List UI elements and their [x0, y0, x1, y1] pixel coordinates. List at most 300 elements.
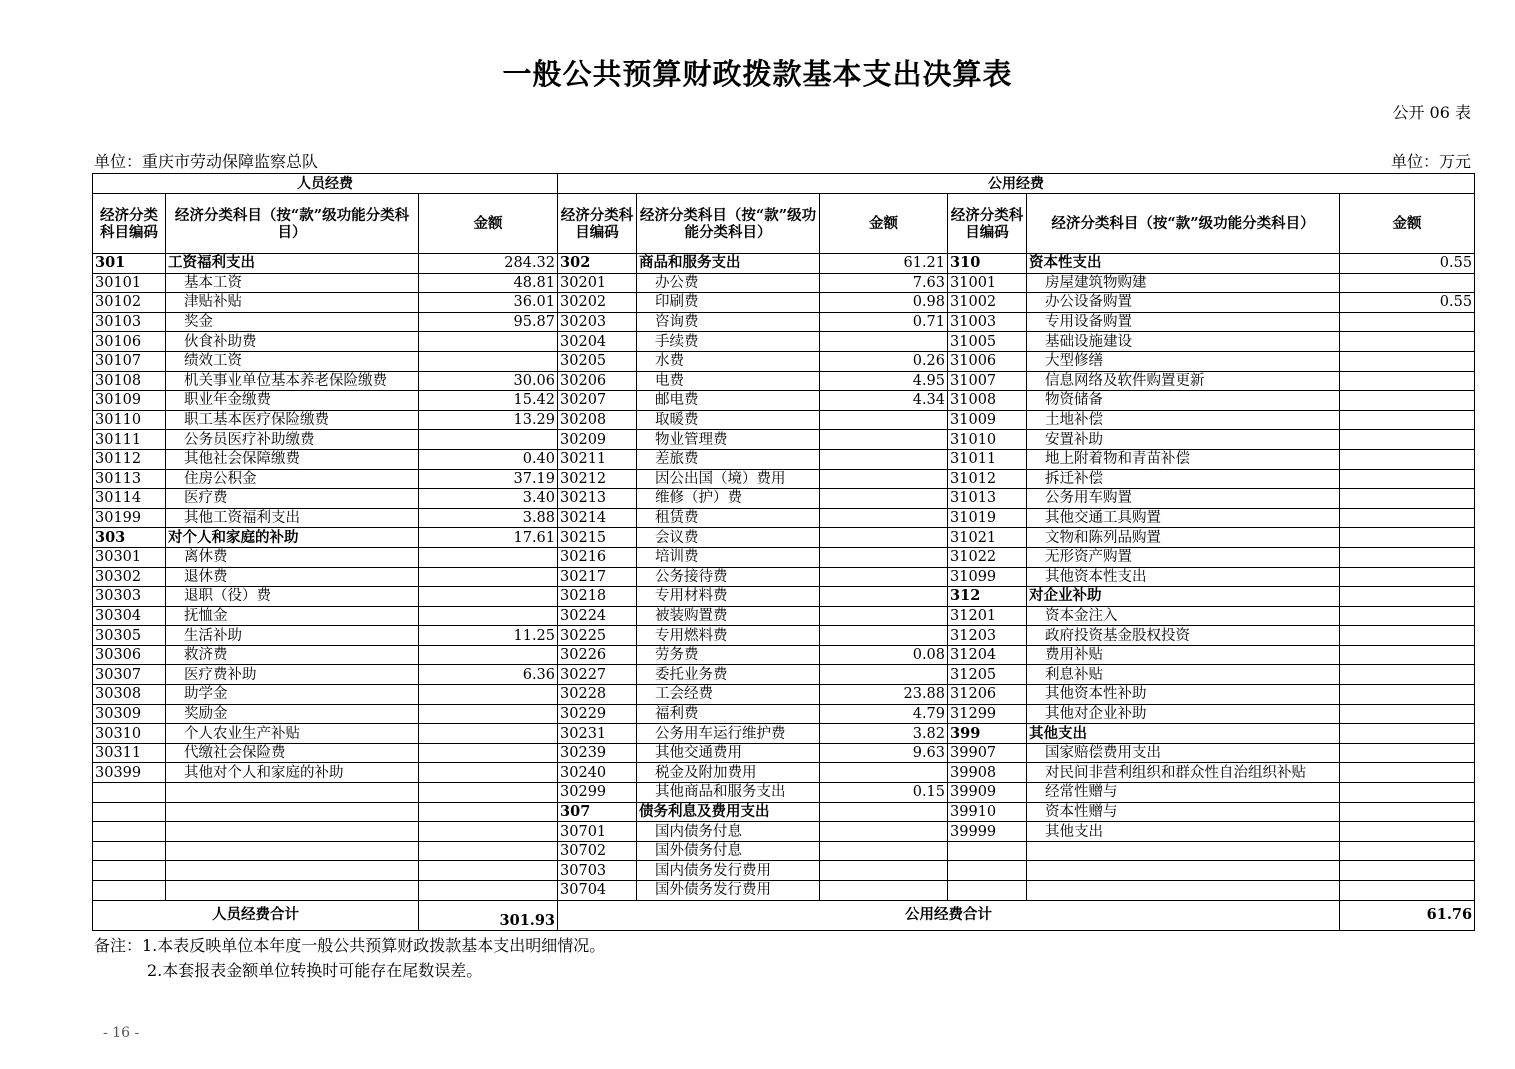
code-cell: 307 [558, 802, 637, 822]
code-cell: 31010 [948, 430, 1027, 450]
table-row [93, 606, 1475, 626]
name-cell: 国内债务付息 [637, 822, 820, 842]
code-cell: 303 [93, 528, 166, 548]
name-cell: 救济费 [166, 645, 419, 665]
name-cell: 其他支出 [1027, 822, 1340, 842]
totals-row [93, 900, 1475, 930]
name-cell: 专用燃料费 [637, 626, 820, 646]
name-cell: 其他支出 [1027, 724, 1340, 744]
name-cell: 取暖费 [637, 410, 820, 430]
name-cell: 其他交通费用 [637, 743, 820, 763]
table-row [93, 547, 1475, 567]
amount-cell [1340, 508, 1475, 528]
amount-cell [419, 685, 558, 705]
name-cell: 职业年金缴费 [166, 391, 419, 411]
column-header-row [93, 194, 1475, 254]
column-header-amount: 金额 [419, 194, 558, 254]
code-cell: 31001 [948, 273, 1027, 293]
name-cell: 文物和陈列品购置 [1027, 528, 1340, 548]
amount-cell [419, 743, 558, 763]
amount-cell: 4.95 [820, 371, 948, 391]
name-cell: 其他对企业补助 [1027, 704, 1340, 724]
name-cell [1027, 881, 1340, 901]
code-cell: 30702 [558, 841, 637, 861]
table-row [93, 861, 1475, 881]
name-cell: 租赁费 [637, 508, 820, 528]
amount-cell [1340, 724, 1475, 744]
name-cell: 代缴社会保险费 [166, 743, 419, 763]
code-cell: 30306 [93, 645, 166, 665]
name-cell: 津贴补贴 [166, 293, 419, 313]
name-cell: 其他交通工具购置 [1027, 508, 1340, 528]
amount-cell: 0.15 [820, 783, 948, 803]
code-cell: 30704 [558, 881, 637, 901]
code-cell: 30215 [558, 528, 637, 548]
code-cell: 301 [93, 254, 166, 274]
code-cell: 30202 [558, 293, 637, 313]
table-row [93, 254, 1475, 274]
name-cell: 物资储备 [1027, 391, 1340, 411]
name-cell: 个人农业生产补贴 [166, 724, 419, 744]
name-cell: 被装购置费 [637, 606, 820, 626]
table-row [93, 724, 1475, 744]
code-cell: 30311 [93, 743, 166, 763]
code-cell [948, 861, 1027, 881]
personnel-group-header: 人员经费 [93, 174, 558, 194]
amount-cell: 0.71 [820, 312, 948, 332]
code-cell: 30107 [93, 351, 166, 371]
name-cell: 拆迁补偿 [1027, 469, 1340, 489]
amount-cell [419, 783, 558, 803]
code-cell: 30203 [558, 312, 637, 332]
name-cell: 其他资本性支出 [1027, 567, 1340, 587]
name-cell: 利息补贴 [1027, 665, 1340, 685]
code-cell: 31003 [948, 312, 1027, 332]
code-cell: 312 [948, 587, 1027, 607]
name-cell: 职工基本医疗保险缴费 [166, 410, 419, 430]
amount-cell [820, 763, 948, 783]
code-cell: 30226 [558, 645, 637, 665]
table-row [93, 626, 1475, 646]
code-cell: 30228 [558, 685, 637, 705]
amount-cell: 3.40 [419, 489, 558, 509]
code-cell [93, 783, 166, 803]
amount-cell [419, 547, 558, 567]
name-cell: 办公设备购置 [1027, 293, 1340, 313]
code-cell: 31021 [948, 528, 1027, 548]
code-cell: 31206 [948, 685, 1027, 705]
amount-cell [419, 841, 558, 861]
table-row [93, 802, 1475, 822]
name-cell: 经常性赠与 [1027, 783, 1340, 803]
code-cell: 30209 [558, 430, 637, 450]
table-row [93, 587, 1475, 607]
amount-cell [820, 332, 948, 352]
name-cell: 劳务费 [637, 645, 820, 665]
column-header-code: 经济分类科目编码 [558, 194, 637, 254]
name-cell: 费用补贴 [1027, 645, 1340, 665]
code-cell: 31009 [948, 410, 1027, 430]
code-cell: 39909 [948, 783, 1027, 803]
amount-cell [1340, 841, 1475, 861]
code-cell: 30307 [93, 665, 166, 685]
name-cell: 印刷费 [637, 293, 820, 313]
code-cell: 30703 [558, 861, 637, 881]
amount-cell: 0.08 [820, 645, 948, 665]
amount-cell: 4.34 [820, 391, 948, 411]
code-cell: 30111 [93, 430, 166, 450]
code-cell: 30216 [558, 547, 637, 567]
code-cell: 31201 [948, 606, 1027, 626]
table-row [93, 822, 1475, 842]
table-row [93, 508, 1475, 528]
code-cell: 30212 [558, 469, 637, 489]
table-row [93, 312, 1475, 332]
table-row [93, 704, 1475, 724]
name-cell [1027, 841, 1340, 861]
amount-cell [419, 802, 558, 822]
amount-cell [419, 430, 558, 450]
amount-cell [419, 351, 558, 371]
name-cell: 邮电费 [637, 391, 820, 411]
amount-cell [1340, 528, 1475, 548]
table-row [93, 763, 1475, 783]
code-cell: 31013 [948, 489, 1027, 509]
amount-cell: 3.82 [820, 724, 948, 744]
name-cell: 国家赔偿费用支出 [1027, 743, 1340, 763]
amount-cell [1340, 449, 1475, 469]
name-cell: 其他资本性补助 [1027, 685, 1340, 705]
code-cell: 30308 [93, 685, 166, 705]
amount-cell [1340, 587, 1475, 607]
code-cell: 39908 [948, 763, 1027, 783]
amount-cell [820, 430, 948, 450]
name-cell: 对个人和家庭的补助 [166, 528, 419, 548]
name-cell [166, 881, 419, 901]
amount-cell [1340, 567, 1475, 587]
code-cell: 31007 [948, 371, 1027, 391]
table-row [93, 783, 1475, 803]
public-total-label: 公用经费合计 [558, 900, 1340, 930]
code-cell: 30114 [93, 489, 166, 509]
code-cell: 310 [948, 254, 1027, 274]
table-row [93, 351, 1475, 371]
code-cell: 302 [558, 254, 637, 274]
amount-cell [1340, 743, 1475, 763]
code-cell: 30102 [93, 293, 166, 313]
code-cell: 30309 [93, 704, 166, 724]
amount-cell: 3.88 [419, 508, 558, 528]
code-cell: 30301 [93, 547, 166, 567]
amount-cell [820, 861, 948, 881]
amount-cell [419, 645, 558, 665]
amount-cell [419, 587, 558, 607]
amount-cell [820, 469, 948, 489]
name-cell: 国外债务付息 [637, 841, 820, 861]
amount-cell: 284.32 [419, 254, 558, 274]
note-line-1: 备注：1.本表反映单位本年度一般公共预算财政拨款基本支出明细情况。 [94, 936, 606, 955]
code-cell [93, 861, 166, 881]
code-cell: 30227 [558, 665, 637, 685]
code-cell: 31203 [948, 626, 1027, 646]
code-cell: 30701 [558, 822, 637, 842]
code-cell: 30305 [93, 626, 166, 646]
name-cell: 退休费 [166, 567, 419, 587]
name-cell: 政府投资基金股权投资 [1027, 626, 1340, 646]
amount-cell [1340, 783, 1475, 803]
amount-cell [1340, 665, 1475, 685]
amount-cell [419, 763, 558, 783]
amount-cell [1340, 332, 1475, 352]
name-cell: 公务用车购置 [1027, 489, 1340, 509]
code-cell: 30207 [558, 391, 637, 411]
name-cell: 公务接待费 [637, 567, 820, 587]
code-cell: 31019 [948, 508, 1027, 528]
name-cell: 国外债务发行费用 [637, 881, 820, 901]
code-cell [948, 841, 1027, 861]
amount-cell [1340, 312, 1475, 332]
code-cell: 31204 [948, 645, 1027, 665]
code-cell: 30103 [93, 312, 166, 332]
amount-cell: 0.26 [820, 351, 948, 371]
code-cell: 30310 [93, 724, 166, 744]
name-cell: 大型修缮 [1027, 351, 1340, 371]
name-cell: 生活补助 [166, 626, 419, 646]
column-header-name: 经济分类科目（按“款”级功能分类科目） [166, 194, 419, 254]
code-cell: 30110 [93, 410, 166, 430]
name-cell: 资本金注入 [1027, 606, 1340, 626]
amount-cell [820, 606, 948, 626]
public-group-header: 公用经费 [558, 174, 1475, 194]
amount-cell [1340, 685, 1475, 705]
note-line-2: 2.本套报表金额单位转换时可能存在尾数误差。 [147, 961, 483, 980]
amount-cell: 9.63 [820, 743, 948, 763]
name-cell: 助学金 [166, 685, 419, 705]
amount-cell [1340, 704, 1475, 724]
amount-cell: 95.87 [419, 312, 558, 332]
amount-cell [1340, 606, 1475, 626]
amount-cell: 11.25 [419, 626, 558, 646]
code-cell: 30224 [558, 606, 637, 626]
notes [94, 933, 605, 983]
name-cell: 工会经费 [637, 685, 820, 705]
name-cell: 国内债务发行费用 [637, 861, 820, 881]
name-cell: 会议费 [637, 528, 820, 548]
page-number: - 16 - [103, 1025, 140, 1041]
amount-cell [1340, 410, 1475, 430]
amount-cell [1340, 469, 1475, 489]
amount-cell [820, 508, 948, 528]
amount-cell: 0.55 [1340, 254, 1475, 274]
reporting-unit: 单位：重庆市劳动保障监察总队 [94, 152, 319, 171]
amount-cell: 6.36 [419, 665, 558, 685]
amount-cell [820, 489, 948, 509]
code-cell [948, 881, 1027, 901]
amount-cell [1340, 371, 1475, 391]
code-cell: 30304 [93, 606, 166, 626]
personnel-total-amount: 301.93 [419, 900, 558, 930]
amount-cell [820, 449, 948, 469]
amount-cell [419, 724, 558, 744]
amount-cell: 48.81 [419, 273, 558, 293]
table-row [93, 528, 1475, 548]
code-cell: 31005 [948, 332, 1027, 352]
amount-cell [1340, 351, 1475, 371]
table-row [93, 567, 1475, 587]
name-cell: 对民间非营利组织和群众性自治组织补贴 [1027, 763, 1340, 783]
amount-cell [1340, 273, 1475, 293]
amount-cell [1340, 802, 1475, 822]
code-cell: 30208 [558, 410, 637, 430]
amount-cell: 30.06 [419, 371, 558, 391]
table-row [93, 293, 1475, 313]
code-cell: 31002 [948, 293, 1027, 313]
name-cell: 培训费 [637, 547, 820, 567]
table-row [93, 391, 1475, 411]
amount-cell: 15.42 [419, 391, 558, 411]
table-row [93, 685, 1475, 705]
name-cell: 手续费 [637, 332, 820, 352]
code-cell: 30106 [93, 332, 166, 352]
table-row [93, 371, 1475, 391]
table-row [93, 430, 1475, 450]
code-cell: 30239 [558, 743, 637, 763]
name-cell: 福利费 [637, 704, 820, 724]
code-cell: 31008 [948, 391, 1027, 411]
name-cell: 医疗费 [166, 489, 419, 509]
amount-cell: 0.98 [820, 293, 948, 313]
code-cell: 39999 [948, 822, 1027, 842]
name-cell: 退职（役）费 [166, 587, 419, 607]
table-row [93, 332, 1475, 352]
code-cell: 30201 [558, 273, 637, 293]
name-cell: 奖金 [166, 312, 419, 332]
code-cell: 31012 [948, 469, 1027, 489]
name-cell: 咨询费 [637, 312, 820, 332]
code-cell: 30204 [558, 332, 637, 352]
table-row [93, 410, 1475, 430]
name-cell [166, 783, 419, 803]
code-cell: 30101 [93, 273, 166, 293]
name-cell: 专用材料费 [637, 587, 820, 607]
code-cell: 30229 [558, 704, 637, 724]
amount-cell [820, 822, 948, 842]
code-cell: 30217 [558, 567, 637, 587]
name-cell: 资本性支出 [1027, 254, 1340, 274]
name-cell: 抚恤金 [166, 606, 419, 626]
amount-cell [419, 881, 558, 901]
code-cell: 30113 [93, 469, 166, 489]
code-cell: 39907 [948, 743, 1027, 763]
table-row [93, 645, 1475, 665]
name-cell: 债务利息及费用支出 [637, 802, 820, 822]
name-cell: 专用设备购置 [1027, 312, 1340, 332]
amount-cell: 61.21 [820, 254, 948, 274]
amount-cell [1340, 881, 1475, 901]
code-cell: 31205 [948, 665, 1027, 685]
name-cell: 公务用车运行维护费 [637, 724, 820, 744]
name-cell: 住房公积金 [166, 469, 419, 489]
amount-cell: 17.61 [419, 528, 558, 548]
name-cell: 差旅费 [637, 449, 820, 469]
amount-cell [820, 841, 948, 861]
table-row [93, 841, 1475, 861]
amount-cell [1340, 547, 1475, 567]
code-cell: 399 [948, 724, 1027, 744]
table-row [93, 743, 1475, 763]
column-header-amount: 金额 [1340, 194, 1475, 254]
name-cell: 其他对个人和家庭的补助 [166, 763, 419, 783]
amount-cell [820, 665, 948, 685]
code-cell: 30211 [558, 449, 637, 469]
column-header-code: 经济分类科目编码 [948, 194, 1027, 254]
code-cell: 30199 [93, 508, 166, 528]
table-row [93, 489, 1475, 509]
amount-cell [419, 822, 558, 842]
name-cell: 其他社会保障缴费 [166, 449, 419, 469]
code-cell [93, 802, 166, 822]
amount-cell [419, 861, 558, 881]
amount-cell: 37.19 [419, 469, 558, 489]
name-cell: 土地补偿 [1027, 410, 1340, 430]
public-total-amount: 61.76 [1340, 900, 1475, 930]
column-header-name: 经济分类科目（按“款”级功能分类科目） [637, 194, 820, 254]
name-cell: 税金及附加费用 [637, 763, 820, 783]
amount-cell [820, 881, 948, 901]
name-cell: 因公出国（境）费用 [637, 469, 820, 489]
code-cell: 30213 [558, 489, 637, 509]
amount-cell [1340, 626, 1475, 646]
group-header-row [93, 174, 1475, 194]
name-cell: 其他工资福利支出 [166, 508, 419, 528]
amount-cell [820, 802, 948, 822]
amount-cell: 36.01 [419, 293, 558, 313]
name-cell: 电费 [637, 371, 820, 391]
code-cell: 30109 [93, 391, 166, 411]
column-header-amount: 金额 [820, 194, 948, 254]
amount-cell [1340, 430, 1475, 450]
table-row [93, 273, 1475, 293]
name-cell: 工资福利支出 [166, 254, 419, 274]
amount-cell [419, 567, 558, 587]
amount-cell: 7.63 [820, 273, 948, 293]
code-cell: 30399 [93, 763, 166, 783]
name-cell [166, 861, 419, 881]
code-cell: 30206 [558, 371, 637, 391]
name-cell: 基础设施建设 [1027, 332, 1340, 352]
page-title: 一般公共预算财政拨款基本支出决算表 [502, 57, 1013, 91]
amount-cell [820, 547, 948, 567]
code-cell: 30302 [93, 567, 166, 587]
code-cell: 30214 [558, 508, 637, 528]
code-cell: 30240 [558, 763, 637, 783]
amount-cell: 0.40 [419, 449, 558, 469]
table-row [93, 881, 1475, 901]
name-cell: 商品和服务支出 [637, 254, 820, 274]
amount-cell [1340, 822, 1475, 842]
name-cell: 其他商品和服务支出 [637, 783, 820, 803]
amount-cell: 4.79 [820, 704, 948, 724]
name-cell [166, 822, 419, 842]
amount-cell [820, 626, 948, 646]
name-cell: 对企业补助 [1027, 587, 1340, 607]
code-cell: 31011 [948, 449, 1027, 469]
name-cell: 绩效工资 [166, 351, 419, 371]
code-cell [93, 881, 166, 901]
code-cell [93, 822, 166, 842]
code-cell: 39910 [948, 802, 1027, 822]
name-cell: 委托业务费 [637, 665, 820, 685]
